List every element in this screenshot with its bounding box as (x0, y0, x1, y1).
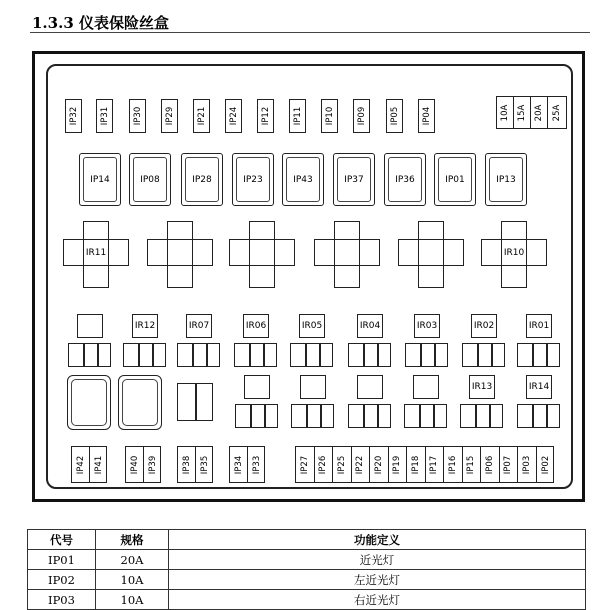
fuse-label: IP42 (75, 455, 86, 474)
mini-relay-label: IR05 (299, 314, 325, 338)
fuse-slot (321, 99, 338, 133)
mini-relay (123, 314, 166, 374)
fuse-label: IP10 (324, 106, 335, 126)
mini-relay-label: IR04 (357, 314, 383, 338)
mini-relay (234, 314, 277, 374)
mini-relay-label (357, 375, 383, 399)
fuse-label: IP22 (355, 455, 366, 474)
big-fuse (384, 153, 426, 206)
fuse-cell (444, 447, 463, 482)
fuse-label: IP39 (148, 455, 158, 474)
mini-relay-label (413, 375, 439, 399)
big-fuse-label: IP08 (140, 174, 160, 185)
relay-label (147, 239, 213, 266)
big-fuse-label: IP36 (395, 174, 415, 185)
fuse-label: IP16 (447, 455, 458, 474)
relay-label (314, 239, 380, 266)
fuse-cell (518, 447, 537, 482)
big-fuse-label: IP37 (344, 174, 364, 185)
fuse-slot (386, 99, 403, 133)
fuse-cell (126, 447, 144, 482)
fuse-label: IP20 (373, 455, 384, 474)
mini-relay (291, 375, 334, 435)
mini-relay (460, 375, 503, 435)
fuse-label: IP25 (336, 455, 347, 474)
amp-rating: 25A (551, 104, 562, 121)
mini-relay-base (68, 343, 111, 367)
fuse-label: IP17 (429, 455, 440, 474)
relay-label (229, 239, 295, 266)
fuse-label: IP29 (164, 106, 175, 126)
fuse-slot (353, 99, 370, 133)
cell-code: IP02 (28, 570, 96, 590)
mini-relay (235, 375, 278, 435)
fuse-cell (230, 447, 248, 482)
fuse-label: IP19 (392, 455, 403, 474)
fuse-label: IP05 (389, 106, 400, 126)
cell-spec: 10A (96, 590, 169, 610)
fuse-label: IP40 (129, 455, 140, 474)
mini-relay-base (348, 404, 391, 428)
mini-relay (348, 314, 391, 374)
cell-code: IP01 (28, 550, 96, 570)
cell-function: 左近光灯 (169, 570, 586, 590)
fuse-label: IP30 (132, 106, 143, 126)
big-fuse (232, 153, 274, 206)
big-fuse-label: IP14 (90, 174, 110, 185)
mini-relay-label: IR06 (243, 314, 269, 338)
fuse-slot (129, 99, 146, 133)
fuse-cell (296, 447, 315, 482)
mini-relay-base (290, 343, 333, 367)
mini-relay-label (244, 375, 270, 399)
fuse-label: IP34 (233, 455, 244, 474)
fuse-slot (418, 99, 435, 133)
mini-relay-base (517, 404, 560, 428)
fuse-slot (161, 99, 178, 133)
fuse-label: IP38 (181, 455, 192, 474)
table-header-row (28, 530, 586, 550)
mini-relay (404, 375, 447, 435)
fuse-label: IP35 (200, 455, 210, 474)
fuse-cell (144, 447, 162, 482)
fuse-slot (96, 99, 113, 133)
fuse-cell (463, 447, 482, 482)
mini-relay (517, 314, 560, 374)
mini-relay-base (123, 343, 166, 367)
mini-relay (517, 375, 560, 435)
fuse-cell (481, 447, 500, 482)
amp-rating: 10A (497, 97, 514, 128)
mini-relay (348, 375, 391, 435)
mini-relay (462, 314, 505, 374)
fuse-label: IP41 (94, 455, 104, 474)
fuse-slot (257, 99, 274, 133)
fuse-pair (177, 446, 213, 483)
header-code: 代号 (28, 530, 96, 550)
mini-relay-base (404, 404, 447, 428)
mini-relay-label: IR07 (186, 314, 212, 338)
fuse-label: IP26 (318, 455, 329, 474)
mini-relay-label: IR13 (469, 375, 495, 399)
mini-relay-base (235, 404, 278, 428)
mini-relay-base (348, 343, 391, 367)
table-row (28, 550, 586, 570)
amp-rating-legend (496, 96, 567, 129)
fuse-label: IP07 (503, 455, 514, 474)
mini-relay-label: IR12 (132, 314, 158, 338)
fuse-label: IP24 (228, 106, 239, 126)
amp-rating: 20A (531, 97, 548, 128)
relay-label (398, 239, 464, 266)
big-fuse (434, 153, 476, 206)
big-fuse-label: IP23 (243, 174, 263, 185)
fuse-slot (225, 99, 242, 133)
fuse-slot (289, 99, 306, 133)
fuse-cell (370, 447, 389, 482)
mini-relay-label (300, 375, 326, 399)
fuse-label: IP09 (356, 106, 367, 126)
fuse-cell (537, 447, 556, 482)
mini-relay-base (234, 343, 277, 367)
mini-relay (68, 314, 111, 374)
fuse-cell (196, 447, 214, 482)
header-spec: 规格 (96, 530, 169, 550)
mini-relay-base (291, 404, 334, 428)
fuse-label: IP02 (540, 455, 551, 474)
fuse-pair (229, 446, 265, 483)
mini-relay-label: IR14 (526, 375, 552, 399)
mini-relay-base (517, 343, 560, 367)
cell-spec: 10A (96, 570, 169, 590)
fuse-label: IP32 (68, 106, 79, 126)
mini-relay (405, 314, 448, 374)
mini-relay-label (77, 314, 103, 338)
mini-relay (290, 314, 333, 374)
fuse-cell (500, 447, 519, 482)
fuse-cell (407, 447, 426, 482)
fuse-cell (389, 447, 408, 482)
mini-relay-base (405, 343, 448, 367)
fuse-cell (178, 447, 196, 482)
fuse-cell (72, 447, 90, 482)
mini-relay (177, 314, 220, 374)
fuse-pair (125, 446, 161, 483)
fuse-label: IP33 (252, 455, 262, 474)
fuse-label: IP18 (410, 455, 421, 474)
cell-function: 近光灯 (169, 550, 586, 570)
mini-relay-label: IR03 (414, 314, 440, 338)
heading-rule (30, 32, 590, 33)
big-fuse-label: IP01 (445, 174, 465, 185)
cell-function: 右近光灯 (169, 590, 586, 610)
big-fuse (181, 153, 223, 206)
relay-label: IR11 (85, 247, 107, 258)
fuse-cell (333, 447, 352, 482)
square-fuse (67, 375, 111, 430)
double-block (177, 383, 213, 421)
fuse-cell (426, 447, 445, 482)
fuse-label: IP21 (196, 106, 207, 126)
fuse-cell (352, 447, 371, 482)
mini-relay-base (177, 343, 220, 367)
fuse-label: IP27 (299, 455, 310, 474)
fuse-spec-table (27, 529, 586, 610)
table-row (28, 570, 586, 590)
fuse-label: IP31 (99, 106, 110, 126)
fuse-label: IP11 (292, 106, 303, 126)
fuse-label: IP04 (421, 106, 432, 126)
fuse-label: IP06 (484, 455, 495, 474)
cell-code: IP03 (28, 590, 96, 610)
fuse-cell (90, 447, 108, 482)
mini-relay-label: IR02 (471, 314, 497, 338)
fuse-label: IP15 (466, 455, 477, 474)
header-function: 功能定义 (169, 530, 586, 550)
big-fuse (79, 153, 121, 206)
mini-relay-label: IR01 (526, 314, 552, 338)
amp-rating: 15A (514, 97, 531, 128)
big-fuse-label: IP13 (496, 174, 516, 185)
big-fuse (282, 153, 324, 206)
cell-spec: 20A (96, 550, 169, 570)
big-fuse-label: IP28 (192, 174, 212, 185)
square-fuse (118, 375, 162, 430)
fuse-cell (248, 447, 266, 482)
mini-relay-base (460, 404, 503, 428)
fuse-pair (71, 446, 107, 483)
mini-relay-base (462, 343, 505, 367)
fuse-label: IP12 (260, 106, 271, 126)
fuse-cell (315, 447, 334, 482)
fuse-label: IP03 (521, 455, 532, 474)
table-row (28, 590, 586, 610)
big-fuse (333, 153, 375, 206)
section-heading: 1.3.3 仪表保险丝盒 (32, 14, 169, 32)
fuse-slot (193, 99, 210, 133)
big-fuse (129, 153, 171, 206)
relay-label: IR10 (503, 247, 525, 258)
fuse-pair (295, 446, 554, 483)
big-fuse (485, 153, 527, 206)
fuse-slot (65, 99, 82, 133)
big-fuse-label: IP43 (293, 174, 313, 185)
